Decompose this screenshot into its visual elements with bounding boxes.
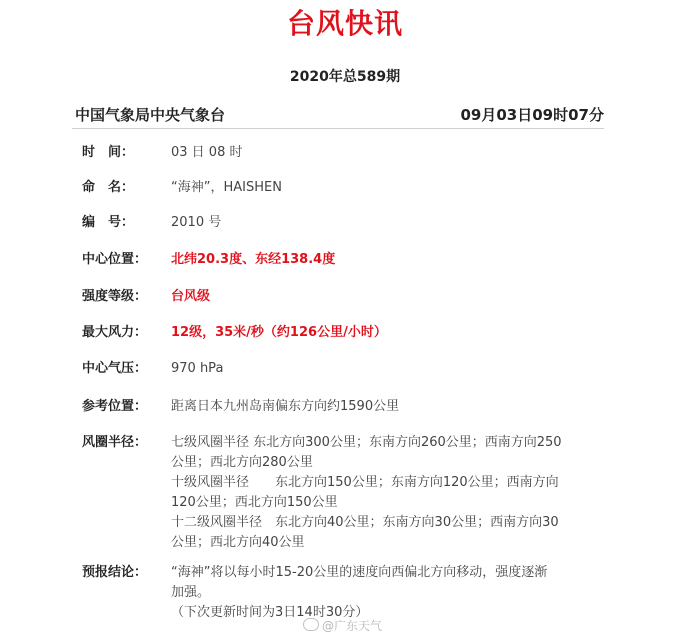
forecast-line: （下次更新时间为3日14时30分） bbox=[171, 605, 369, 620]
wind-radius-label: 风圈半径： bbox=[82, 435, 148, 450]
name-value: “海神”，HAISHEN bbox=[171, 180, 282, 195]
wind-radius-line: 120公里；西北方向150公里 bbox=[171, 495, 338, 510]
intensity-value: 台风级 bbox=[171, 289, 211, 304]
center-position-label: 中心位置： bbox=[82, 252, 148, 267]
center-pressure-value: 970 hPa bbox=[171, 361, 224, 376]
forecast-label: 预报结论： bbox=[82, 565, 148, 580]
wind-radius-line: 公里；西北方向280公里 bbox=[171, 455, 313, 470]
wind-radius-value bbox=[171, 433, 591, 553]
watermark-text: @广东天气 bbox=[322, 619, 383, 633]
number-value: 2010 号 bbox=[171, 215, 222, 230]
reference-position-label: 参考位置： bbox=[82, 399, 148, 414]
intensity-label: 强度等级： bbox=[82, 289, 148, 304]
wind-radius-line: 公里；西北方向40公里 bbox=[171, 535, 305, 550]
wind-radius-line: 七级风圈半径 东北方向300公里；东南方向260公里；西南方向250 bbox=[171, 435, 562, 450]
reference-position-value: 距离日本九州岛南偏东方向约1590公里 bbox=[171, 399, 400, 414]
weibo-icon bbox=[303, 618, 319, 631]
center-position-value: 北纬20.3度、东经138.4度 bbox=[171, 252, 336, 267]
issued-time: 09月03日09时07分 bbox=[460, 106, 604, 124]
forecast-line: 加强。 bbox=[171, 585, 211, 600]
wind-radius-line: 十级风圈半径 东北方向150公里；东南方向120公里；西南方向 bbox=[171, 475, 559, 490]
name-label: 命 名： bbox=[82, 180, 135, 195]
forecast-value bbox=[171, 563, 591, 623]
time-label: 时 间： bbox=[82, 145, 135, 160]
header-divider bbox=[72, 128, 604, 129]
center-pressure-label: 中心气压： bbox=[82, 361, 148, 376]
bulletin-title: 台风快讯 bbox=[286, 7, 403, 40]
wind-radius-line: 十二级风圈半径 东北方向40公里；东南方向30公里；西南方向30 bbox=[171, 515, 559, 530]
number-label: 编 号： bbox=[82, 215, 135, 230]
issue-number: 2020年总589期 bbox=[289, 69, 401, 85]
max-wind-label: 最大风力： bbox=[82, 325, 148, 340]
weibo-watermark bbox=[303, 617, 382, 634]
time-value: 03 日 08 时 bbox=[171, 145, 243, 160]
forecast-line: “海神”将以每小时15-20公里的速度向西偏北方向移动，强度逐渐 bbox=[171, 565, 548, 580]
max-wind-value: 12级，35米/秒（约126公里/小时） bbox=[171, 325, 387, 340]
issuing-agency: 中国气象局中央气象台 bbox=[75, 106, 226, 124]
